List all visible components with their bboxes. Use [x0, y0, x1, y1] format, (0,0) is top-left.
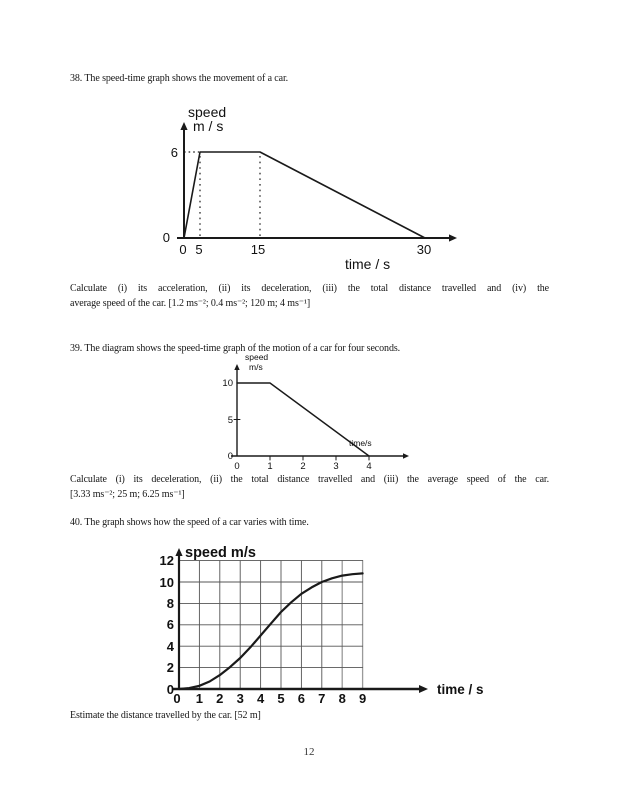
chart-label: 1: [267, 461, 273, 472]
chart-label: 1: [195, 691, 204, 706]
axis-arrowhead-icon: [449, 234, 457, 241]
chart-label: 9: [358, 691, 367, 706]
page-number: 12: [303, 746, 315, 758]
chart-label: time/s: [349, 438, 372, 448]
chart-label: 0: [166, 682, 174, 697]
axis-arrowhead-icon: [403, 453, 409, 458]
chart-label: 10: [222, 378, 233, 389]
axis-arrowhead-icon: [419, 685, 428, 693]
chart-label: 7: [318, 691, 326, 706]
chart-label: 0: [179, 242, 187, 257]
q40-speed-time-graph: [93, 538, 525, 714]
question-39-task-line: Calculate (i) its deceleration, (ii) the total distance travelled and (iii) the average speed of the car.: [70, 474, 549, 485]
q39-speed-time-graph: [213, 350, 430, 474]
chart-label: speed m/s: [185, 545, 256, 561]
question-39-task: [70, 472, 549, 502]
chart-label: 5: [195, 242, 203, 257]
chart-label: 0: [227, 451, 233, 462]
question-38-title: 38. The speed-time graph shows the movement of a car.: [70, 73, 289, 84]
chart-label: speed: [188, 104, 227, 120]
chart-label: 3: [236, 691, 244, 706]
question-39-answer-line: [3.33 ms⁻²; 25 m; 6.25 ms⁻¹]: [70, 489, 185, 500]
chart-label: 5: [227, 415, 233, 426]
chart-label: 4: [166, 639, 174, 654]
chart-label: 0: [173, 691, 181, 706]
chart-label: time / s: [345, 256, 391, 272]
series-line: [184, 152, 425, 238]
series-curve: [179, 573, 363, 689]
chart-label: 2: [300, 461, 306, 472]
chart-label: speed: [245, 352, 269, 362]
chart-label: 6: [170, 145, 178, 160]
chart-label: m/s: [249, 362, 263, 372]
chart-label: 6: [297, 691, 306, 706]
question-39-title: 39. The diagram shows the speed-time graph of the motion of a car for four seconds.: [70, 343, 401, 354]
chart-label: 2: [216, 691, 224, 706]
axis-arrowhead-icon: [180, 122, 187, 130]
chart-label: 0: [234, 461, 240, 472]
question-38-task: [70, 281, 549, 311]
chart-label: 2: [166, 660, 174, 675]
chart-label: 4: [366, 461, 372, 472]
axis-arrowhead-icon: [234, 364, 239, 370]
chart-label: 5: [277, 691, 285, 706]
chart-label: time / s: [437, 682, 484, 697]
chart-label: 10: [159, 575, 174, 590]
question-38-task-line: Calculate (i) its acceleration, (ii) its deceleration, (iii) the total distance travelled and (iv) the: [70, 283, 549, 294]
q38-speed-time-graph: [153, 100, 475, 274]
question-40-task: Estimate the distance travelled by the car. [52 m]: [70, 710, 261, 721]
chart-label: 8: [338, 691, 346, 706]
chart-label: 0: [162, 230, 170, 245]
question-38-answer-line: average speed of the car. [1.2 ms⁻²; 0.4 ms⁻²; 120 m; 4 ms⁻¹]: [70, 298, 311, 309]
chart-label: 8: [166, 596, 174, 611]
chart-label: 3: [333, 461, 339, 472]
question-40-title: 40. The graph shows how the speed of a car varies with time.: [70, 517, 309, 528]
chart-label: 4: [256, 691, 265, 706]
chart-label: 6: [166, 617, 174, 632]
chart-label: m / s: [193, 118, 224, 134]
chart-label: 15: [250, 242, 266, 257]
chart-label: 12: [159, 553, 174, 568]
axis-arrowhead-icon: [175, 548, 182, 556]
chart-label: 30: [416, 242, 432, 257]
